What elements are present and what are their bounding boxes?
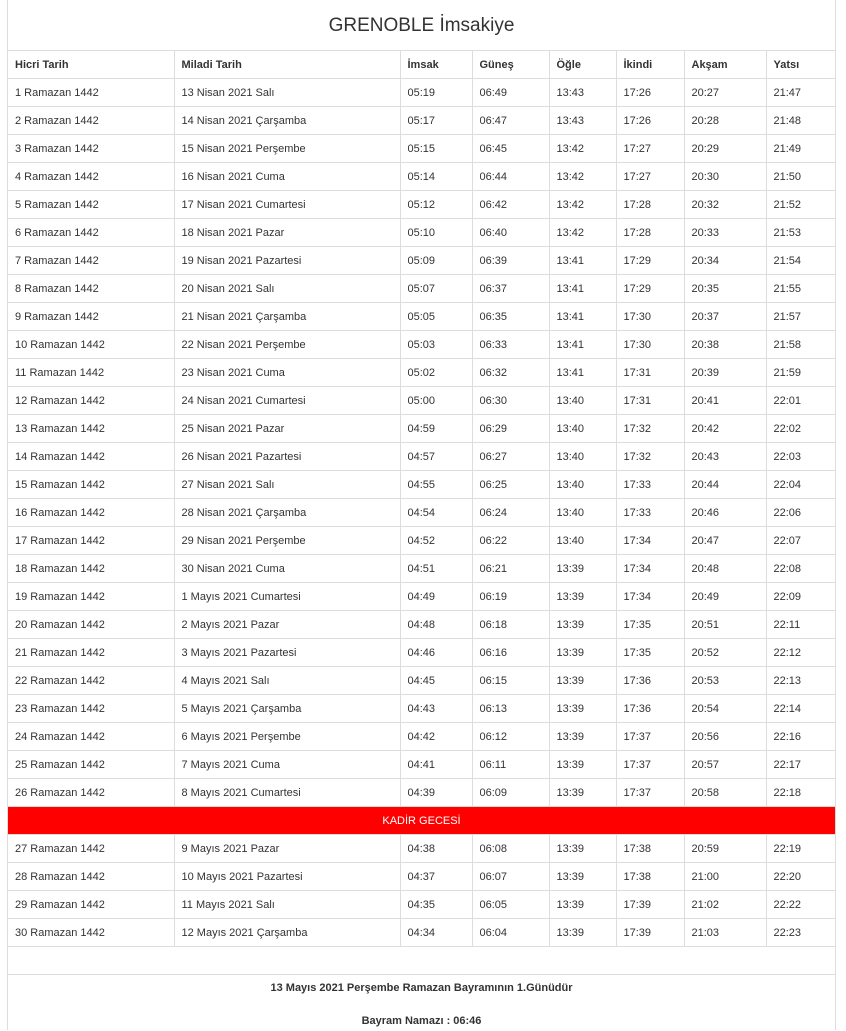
cell-ogle: 13:41 (549, 359, 616, 387)
cell-aksam: 21:02 (684, 891, 766, 919)
cell-gunes: 06:18 (472, 611, 549, 639)
cell-yatsi: 22:03 (766, 443, 835, 471)
cell-aksam: 20:34 (684, 247, 766, 275)
table-row (8, 863, 835, 891)
cell-yatsi: 22:22 (766, 891, 835, 919)
cell-gunes: 06:09 (472, 779, 549, 807)
cell-miladi-tarih: 18 Nisan 2021 Pazar (174, 219, 400, 247)
cell-aksam: 20:35 (684, 275, 766, 303)
cell-yatsi: 21:50 (766, 163, 835, 191)
table-row (8, 471, 835, 499)
cell-hicri-tarih: 14 Ramazan 1442 (8, 443, 174, 471)
cell-gunes: 06:19 (472, 583, 549, 611)
cell-hicri-tarih: 5 Ramazan 1442 (8, 191, 174, 219)
cell-ikindi: 17:27 (616, 135, 684, 163)
cell-yatsi: 21:54 (766, 247, 835, 275)
table-row (8, 415, 835, 443)
table-row (8, 191, 835, 219)
cell-miladi-tarih: 24 Nisan 2021 Cumartesi (174, 387, 400, 415)
cell-hicri-tarih: 7 Ramazan 1442 (8, 247, 174, 275)
cell-miladi-tarih: 27 Nisan 2021 Salı (174, 471, 400, 499)
cell-hicri-tarih: 15 Ramazan 1442 (8, 471, 174, 499)
cell-miladi-tarih: 5 Mayıs 2021 Çarşamba (174, 695, 400, 723)
cell-ogle: 13:39 (549, 919, 616, 947)
cell-aksam: 20:42 (684, 415, 766, 443)
kadir-gecesi-label: KADİR GECESİ (8, 807, 835, 835)
cell-yatsi: 22:16 (766, 723, 835, 751)
header-ogle: Öğle (549, 51, 616, 79)
cell-hicri-tarih: 1 Ramazan 1442 (8, 79, 174, 107)
cell-ikindi: 17:27 (616, 163, 684, 191)
cell-yatsi: 22:13 (766, 667, 835, 695)
header-gunes: Güneş (472, 51, 549, 79)
cell-yatsi: 22:02 (766, 415, 835, 443)
cell-ikindi: 17:37 (616, 779, 684, 807)
cell-gunes: 06:32 (472, 359, 549, 387)
cell-imsak: 05:19 (400, 79, 472, 107)
cell-yatsi: 21:47 (766, 79, 835, 107)
cell-aksam: 21:00 (684, 863, 766, 891)
cell-ogle: 13:39 (549, 779, 616, 807)
table-row (8, 443, 835, 471)
cell-miladi-tarih: 4 Mayıs 2021 Salı (174, 667, 400, 695)
cell-gunes: 06:04 (472, 919, 549, 947)
cell-yatsi: 21:55 (766, 275, 835, 303)
cell-yatsi: 21:48 (766, 107, 835, 135)
cell-ogle: 13:42 (549, 219, 616, 247)
cell-gunes: 06:37 (472, 275, 549, 303)
cell-imsak: 05:12 (400, 191, 472, 219)
cell-miladi-tarih: 1 Mayıs 2021 Cumartesi (174, 583, 400, 611)
cell-ogle: 13:39 (549, 835, 616, 863)
cell-aksam: 20:48 (684, 555, 766, 583)
cell-ogle: 13:40 (549, 443, 616, 471)
cell-ikindi: 17:33 (616, 471, 684, 499)
header-hicri-tarih: Hicri Tarih (8, 51, 174, 79)
cell-gunes: 06:11 (472, 751, 549, 779)
cell-imsak: 04:54 (400, 499, 472, 527)
cell-ogle: 13:43 (549, 107, 616, 135)
cell-hicri-tarih: 11 Ramazan 1442 (8, 359, 174, 387)
cell-gunes: 06:07 (472, 863, 549, 891)
cell-ikindi: 17:26 (616, 79, 684, 107)
cell-aksam: 20:33 (684, 219, 766, 247)
cell-gunes: 06:12 (472, 723, 549, 751)
page-title: GRENOBLE İmsakiye (8, 0, 835, 51)
cell-hicri-tarih: 20 Ramazan 1442 (8, 611, 174, 639)
cell-ogle: 13:42 (549, 163, 616, 191)
cell-gunes: 06:29 (472, 415, 549, 443)
cell-imsak: 05:00 (400, 387, 472, 415)
table-row (8, 891, 835, 919)
cell-imsak: 05:05 (400, 303, 472, 331)
imsakiye-table (8, 51, 835, 947)
cell-miladi-tarih: 12 Mayıs 2021 Çarşamba (174, 919, 400, 947)
cell-hicri-tarih: 29 Ramazan 1442 (8, 891, 174, 919)
cell-hicri-tarih: 10 Ramazan 1442 (8, 331, 174, 359)
cell-hicri-tarih: 17 Ramazan 1442 (8, 527, 174, 555)
cell-miladi-tarih: 10 Mayıs 2021 Pazartesi (174, 863, 400, 891)
cell-hicri-tarih: 21 Ramazan 1442 (8, 639, 174, 667)
cell-ikindi: 17:32 (616, 415, 684, 443)
cell-yatsi: 21:53 (766, 219, 835, 247)
cell-aksam: 20:38 (684, 331, 766, 359)
cell-hicri-tarih: 6 Ramazan 1442 (8, 219, 174, 247)
cell-ikindi: 17:35 (616, 639, 684, 667)
cell-yatsi: 21:52 (766, 191, 835, 219)
cell-ikindi: 17:37 (616, 723, 684, 751)
cell-aksam: 20:51 (684, 611, 766, 639)
cell-miladi-tarih: 9 Mayıs 2021 Pazar (174, 835, 400, 863)
cell-miladi-tarih: 16 Nisan 2021 Cuma (174, 163, 400, 191)
cell-imsak: 05:17 (400, 107, 472, 135)
cell-yatsi: 22:07 (766, 527, 835, 555)
cell-ikindi: 17:34 (616, 583, 684, 611)
cell-ikindi: 17:33 (616, 499, 684, 527)
cell-gunes: 06:05 (472, 891, 549, 919)
cell-miladi-tarih: 7 Mayıs 2021 Cuma (174, 751, 400, 779)
cell-yatsi: 22:17 (766, 751, 835, 779)
cell-ogle: 13:41 (549, 303, 616, 331)
cell-ogle: 13:39 (549, 667, 616, 695)
table-row (8, 135, 835, 163)
cell-imsak: 04:59 (400, 415, 472, 443)
cell-yatsi: 22:20 (766, 863, 835, 891)
cell-yatsi: 21:59 (766, 359, 835, 387)
header-imsak: İmsak (400, 51, 472, 79)
table-row (8, 611, 835, 639)
cell-ikindi: 17:32 (616, 443, 684, 471)
cell-ogle: 13:39 (549, 751, 616, 779)
cell-yatsi: 22:11 (766, 611, 835, 639)
cell-ogle: 13:39 (549, 555, 616, 583)
cell-ikindi: 17:38 (616, 835, 684, 863)
cell-imsak: 04:55 (400, 471, 472, 499)
cell-ikindi: 17:34 (616, 555, 684, 583)
cell-hicri-tarih: 24 Ramazan 1442 (8, 723, 174, 751)
cell-yatsi: 22:09 (766, 583, 835, 611)
cell-miladi-tarih: 2 Mayıs 2021 Pazar (174, 611, 400, 639)
cell-aksam: 20:37 (684, 303, 766, 331)
cell-hicri-tarih: 12 Ramazan 1442 (8, 387, 174, 415)
cell-aksam: 20:57 (684, 751, 766, 779)
cell-yatsi: 21:58 (766, 331, 835, 359)
cell-hicri-tarih: 27 Ramazan 1442 (8, 835, 174, 863)
cell-yatsi: 22:04 (766, 471, 835, 499)
cell-aksam: 20:47 (684, 527, 766, 555)
cell-imsak: 05:02 (400, 359, 472, 387)
bayram-namazi-text: Bayram Namazı : 06:46 (361, 1015, 482, 1027)
cell-aksam: 20:49 (684, 583, 766, 611)
cell-miladi-tarih: 22 Nisan 2021 Perşembe (174, 331, 400, 359)
cell-miladi-tarih: 3 Mayıs 2021 Pazartesi (174, 639, 400, 667)
cell-hicri-tarih: 9 Ramazan 1442 (8, 303, 174, 331)
cell-ogle: 13:40 (549, 499, 616, 527)
table-row (8, 387, 835, 415)
cell-ikindi: 17:36 (616, 667, 684, 695)
cell-yatsi: 22:08 (766, 555, 835, 583)
kadir-gecesi-row (8, 807, 835, 835)
cell-imsak: 04:39 (400, 779, 472, 807)
cell-miladi-tarih: 19 Nisan 2021 Pazartesi (174, 247, 400, 275)
table-row (8, 639, 835, 667)
cell-gunes: 06:13 (472, 695, 549, 723)
cell-miladi-tarih: 29 Nisan 2021 Perşembe (174, 527, 400, 555)
cell-aksam: 20:58 (684, 779, 766, 807)
cell-gunes: 06:21 (472, 555, 549, 583)
cell-aksam: 20:46 (684, 499, 766, 527)
cell-imsak: 05:07 (400, 275, 472, 303)
cell-ogle: 13:39 (549, 639, 616, 667)
cell-ikindi: 17:35 (616, 611, 684, 639)
cell-ikindi: 17:31 (616, 387, 684, 415)
cell-imsak: 04:42 (400, 723, 472, 751)
cell-ikindi: 17:29 (616, 247, 684, 275)
spacer-row (8, 947, 835, 975)
cell-ogle: 13:39 (549, 695, 616, 723)
cell-gunes: 06:35 (472, 303, 549, 331)
cell-ikindi: 17:34 (616, 527, 684, 555)
cell-imsak: 04:34 (400, 919, 472, 947)
cell-gunes: 06:16 (472, 639, 549, 667)
table-row (8, 527, 835, 555)
cell-ikindi: 17:37 (616, 751, 684, 779)
cell-gunes: 06:42 (472, 191, 549, 219)
cell-ikindi: 17:38 (616, 863, 684, 891)
cell-ikindi: 17:31 (616, 359, 684, 387)
cell-ogle: 13:41 (549, 275, 616, 303)
cell-imsak: 04:38 (400, 835, 472, 863)
cell-gunes: 06:30 (472, 387, 549, 415)
cell-hicri-tarih: 19 Ramazan 1442 (8, 583, 174, 611)
cell-hicri-tarih: 26 Ramazan 1442 (8, 779, 174, 807)
cell-aksam: 20:59 (684, 835, 766, 863)
table-row (8, 779, 835, 807)
table-row (8, 359, 835, 387)
cell-yatsi: 22:06 (766, 499, 835, 527)
cell-imsak: 04:57 (400, 443, 472, 471)
cell-imsak: 04:46 (400, 639, 472, 667)
cell-hicri-tarih: 22 Ramazan 1442 (8, 667, 174, 695)
cell-ikindi: 17:30 (616, 303, 684, 331)
cell-ogle: 13:40 (549, 415, 616, 443)
cell-yatsi: 21:49 (766, 135, 835, 163)
bayram-date-text: 13 Mayıs 2021 Perşembe Ramazan Bayramının 1.Günüdür (270, 982, 573, 994)
cell-gunes: 06:39 (472, 247, 549, 275)
cell-hicri-tarih: 23 Ramazan 1442 (8, 695, 174, 723)
table-row (8, 499, 835, 527)
table-row (8, 275, 835, 303)
cell-ogle: 13:39 (549, 863, 616, 891)
header-aksam: Akşam (684, 51, 766, 79)
cell-gunes: 06:25 (472, 471, 549, 499)
table-row (8, 247, 835, 275)
cell-hicri-tarih: 18 Ramazan 1442 (8, 555, 174, 583)
cell-imsak: 04:52 (400, 527, 472, 555)
cell-imsak: 04:49 (400, 583, 472, 611)
cell-yatsi: 22:14 (766, 695, 835, 723)
cell-ikindi: 17:39 (616, 891, 684, 919)
cell-aksam: 20:54 (684, 695, 766, 723)
cell-aksam: 21:03 (684, 919, 766, 947)
cell-hicri-tarih: 8 Ramazan 1442 (8, 275, 174, 303)
cell-hicri-tarih: 25 Ramazan 1442 (8, 751, 174, 779)
cell-imsak: 04:45 (400, 667, 472, 695)
cell-aksam: 20:27 (684, 79, 766, 107)
table-row (8, 919, 835, 947)
table-row (8, 751, 835, 779)
table-row (8, 695, 835, 723)
cell-ikindi: 17:39 (616, 919, 684, 947)
cell-gunes: 06:08 (472, 835, 549, 863)
table-row (8, 723, 835, 751)
cell-miladi-tarih: 25 Nisan 2021 Pazar (174, 415, 400, 443)
cell-aksam: 20:41 (684, 387, 766, 415)
cell-aksam: 20:52 (684, 639, 766, 667)
cell-aksam: 20:56 (684, 723, 766, 751)
cell-hicri-tarih: 13 Ramazan 1442 (8, 415, 174, 443)
cell-imsak: 04:41 (400, 751, 472, 779)
cell-yatsi: 22:23 (766, 919, 835, 947)
cell-miladi-tarih: 20 Nisan 2021 Salı (174, 275, 400, 303)
cell-hicri-tarih: 2 Ramazan 1442 (8, 107, 174, 135)
cell-ikindi: 17:28 (616, 191, 684, 219)
bayram-section (8, 975, 835, 1031)
cell-imsak: 04:43 (400, 695, 472, 723)
table-row (8, 303, 835, 331)
cell-aksam: 20:43 (684, 443, 766, 471)
cell-aksam: 20:53 (684, 667, 766, 695)
cell-imsak: 05:03 (400, 331, 472, 359)
table-row (8, 79, 835, 107)
cell-ogle: 13:41 (549, 247, 616, 275)
cell-yatsi: 22:18 (766, 779, 835, 807)
header-miladi-tarih: Miladi Tarih (174, 51, 400, 79)
cell-gunes: 06:22 (472, 527, 549, 555)
cell-hicri-tarih: 28 Ramazan 1442 (8, 863, 174, 891)
cell-ogle: 13:42 (549, 191, 616, 219)
cell-ogle: 13:39 (549, 723, 616, 751)
cell-gunes: 06:44 (472, 163, 549, 191)
cell-miladi-tarih: 21 Nisan 2021 Çarşamba (174, 303, 400, 331)
cell-imsak: 05:15 (400, 135, 472, 163)
cell-yatsi: 22:01 (766, 387, 835, 415)
table-row (8, 667, 835, 695)
cell-gunes: 06:47 (472, 107, 549, 135)
cell-imsak: 05:10 (400, 219, 472, 247)
table-row (8, 331, 835, 359)
table-row (8, 107, 835, 135)
cell-miladi-tarih: 17 Nisan 2021 Cumartesi (174, 191, 400, 219)
imsakiye-container (7, 0, 836, 1030)
cell-miladi-tarih: 15 Nisan 2021 Perşembe (174, 135, 400, 163)
cell-imsak: 05:09 (400, 247, 472, 275)
table-row (8, 583, 835, 611)
cell-aksam: 20:29 (684, 135, 766, 163)
cell-ikindi: 17:30 (616, 331, 684, 359)
cell-ogle: 13:39 (549, 611, 616, 639)
cell-ogle: 13:42 (549, 135, 616, 163)
cell-ikindi: 17:36 (616, 695, 684, 723)
cell-hicri-tarih: 4 Ramazan 1442 (8, 163, 174, 191)
cell-miladi-tarih: 28 Nisan 2021 Çarşamba (174, 499, 400, 527)
cell-imsak: 04:48 (400, 611, 472, 639)
cell-ogle: 13:40 (549, 387, 616, 415)
cell-miladi-tarih: 26 Nisan 2021 Pazartesi (174, 443, 400, 471)
header-ikindi: İkindi (616, 51, 684, 79)
cell-ogle: 13:41 (549, 331, 616, 359)
cell-miladi-tarih: 30 Nisan 2021 Cuma (174, 555, 400, 583)
cell-gunes: 06:45 (472, 135, 549, 163)
cell-imsak: 05:14 (400, 163, 472, 191)
cell-aksam: 20:39 (684, 359, 766, 387)
header-yatsi: Yatsı (766, 51, 835, 79)
cell-ikindi: 17:28 (616, 219, 684, 247)
cell-ogle: 13:39 (549, 583, 616, 611)
cell-yatsi: 22:12 (766, 639, 835, 667)
table-row (8, 219, 835, 247)
cell-ikindi: 17:29 (616, 275, 684, 303)
cell-gunes: 06:49 (472, 79, 549, 107)
cell-ogle: 13:40 (549, 527, 616, 555)
cell-hicri-tarih: 16 Ramazan 1442 (8, 499, 174, 527)
cell-gunes: 06:24 (472, 499, 549, 527)
cell-hicri-tarih: 30 Ramazan 1442 (8, 919, 174, 947)
cell-aksam: 20:28 (684, 107, 766, 135)
cell-miladi-tarih: 11 Mayıs 2021 Salı (174, 891, 400, 919)
cell-imsak: 04:35 (400, 891, 472, 919)
cell-miladi-tarih: 13 Nisan 2021 Salı (174, 79, 400, 107)
table-row (8, 163, 835, 191)
cell-ogle: 13:43 (549, 79, 616, 107)
cell-gunes: 06:15 (472, 667, 549, 695)
cell-miladi-tarih: 14 Nisan 2021 Çarşamba (174, 107, 400, 135)
table-body (8, 79, 835, 947)
cell-miladi-tarih: 8 Mayıs 2021 Cumartesi (174, 779, 400, 807)
table-header-row (8, 51, 835, 79)
cell-gunes: 06:33 (472, 331, 549, 359)
table-row (8, 555, 835, 583)
cell-imsak: 04:51 (400, 555, 472, 583)
cell-ogle: 13:40 (549, 471, 616, 499)
table-row (8, 835, 835, 863)
cell-miladi-tarih: 23 Nisan 2021 Cuma (174, 359, 400, 387)
cell-miladi-tarih: 6 Mayıs 2021 Perşembe (174, 723, 400, 751)
cell-gunes: 06:27 (472, 443, 549, 471)
cell-ogle: 13:39 (549, 891, 616, 919)
cell-aksam: 20:44 (684, 471, 766, 499)
cell-gunes: 06:40 (472, 219, 549, 247)
cell-yatsi: 21:57 (766, 303, 835, 331)
cell-ikindi: 17:26 (616, 107, 684, 135)
cell-hicri-tarih: 3 Ramazan 1442 (8, 135, 174, 163)
cell-imsak: 04:37 (400, 863, 472, 891)
cell-aksam: 20:32 (684, 191, 766, 219)
cell-aksam: 20:30 (684, 163, 766, 191)
cell-yatsi: 22:19 (766, 835, 835, 863)
